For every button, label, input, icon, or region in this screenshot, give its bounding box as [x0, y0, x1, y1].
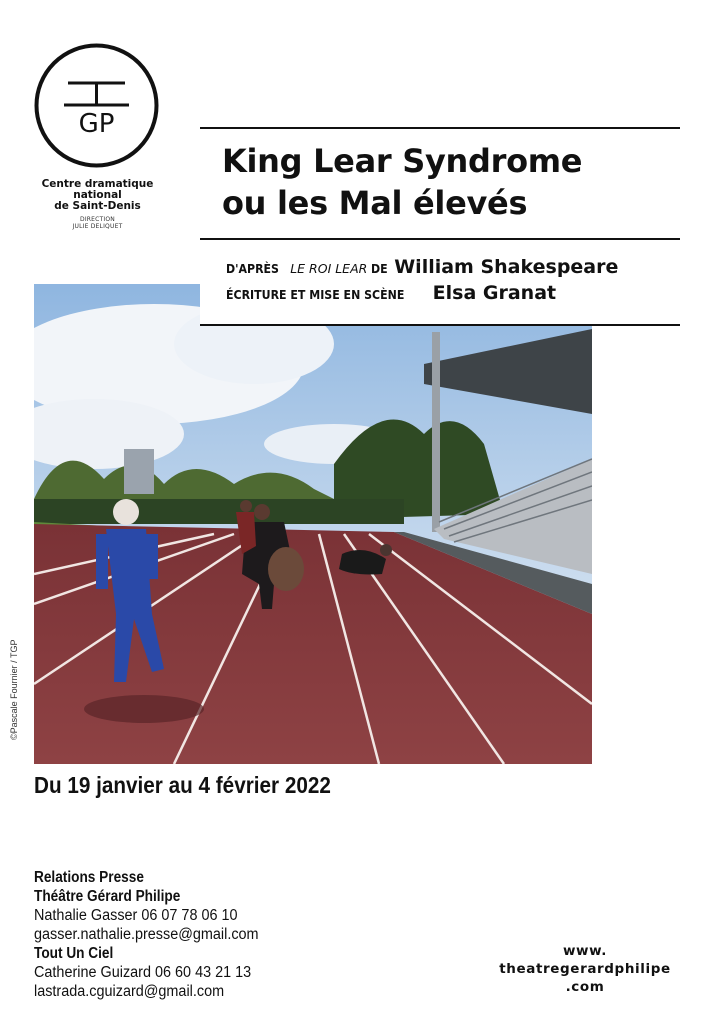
direction-label: DIRECTION [80, 216, 115, 223]
credit-original-work: LE ROI LEAR [290, 261, 368, 276]
website-url [480, 942, 690, 996]
credit-author-name: William Shakespeare [394, 256, 619, 278]
credits-bottom-rule [200, 324, 680, 326]
organization-name [20, 179, 175, 212]
production-photo [34, 284, 592, 764]
org-line-1: Centre dramatique [41, 178, 154, 190]
website-line-2: theatregerardphilipe [499, 961, 671, 977]
credit-after-label: D'APRÈS [226, 261, 279, 276]
website-line-3: .com [565, 979, 605, 995]
credit-director-label: ÉCRITURE ET MISE EN SCÈNE [226, 287, 405, 302]
credit-director-line [226, 282, 556, 306]
credit-author-line [226, 256, 618, 280]
photo-credit: ©Pascale Fournier / TGP [9, 639, 19, 740]
press-contact-2: Catherine Guizard 06 60 43 21 13 [34, 964, 252, 981]
press-org-1: Théâtre Gérard Philipe [34, 888, 181, 905]
direction-name: JULIE DELIQUET [72, 223, 123, 230]
website-line-1: www. [562, 943, 608, 959]
credit-de-label: DE [371, 261, 388, 276]
track-scene-image [34, 284, 592, 764]
org-line-2: national [73, 189, 122, 201]
logo-mark-text: GP [78, 109, 115, 139]
press-email-1: gasser.nathalie.presse@gmail.com [34, 926, 259, 943]
logo-mark-top: T [96, 81, 97, 82]
title-top-rule [200, 127, 680, 129]
press-relations-block [34, 868, 275, 1001]
press-org-2: Tout Un Ciel [34, 945, 114, 962]
org-line-3: de Saint-Denis [54, 200, 141, 212]
show-title-line-1: King Lear Syndrome [222, 142, 583, 180]
press-heading: Relations Presse [34, 869, 144, 886]
direction-credit [20, 216, 175, 230]
tgp-logo [34, 43, 159, 168]
performance-dates: Du 19 janvier au 4 février 2022 [34, 772, 331, 798]
press-email-2: lastrada.cguizard@gmail.com [34, 983, 225, 1000]
show-title-line-2: ou les Mal élevés [222, 184, 528, 222]
press-contact-1: Nathalie Gasser 06 07 78 06 10 [34, 907, 238, 924]
credit-director-name: Elsa Granat [432, 282, 557, 304]
